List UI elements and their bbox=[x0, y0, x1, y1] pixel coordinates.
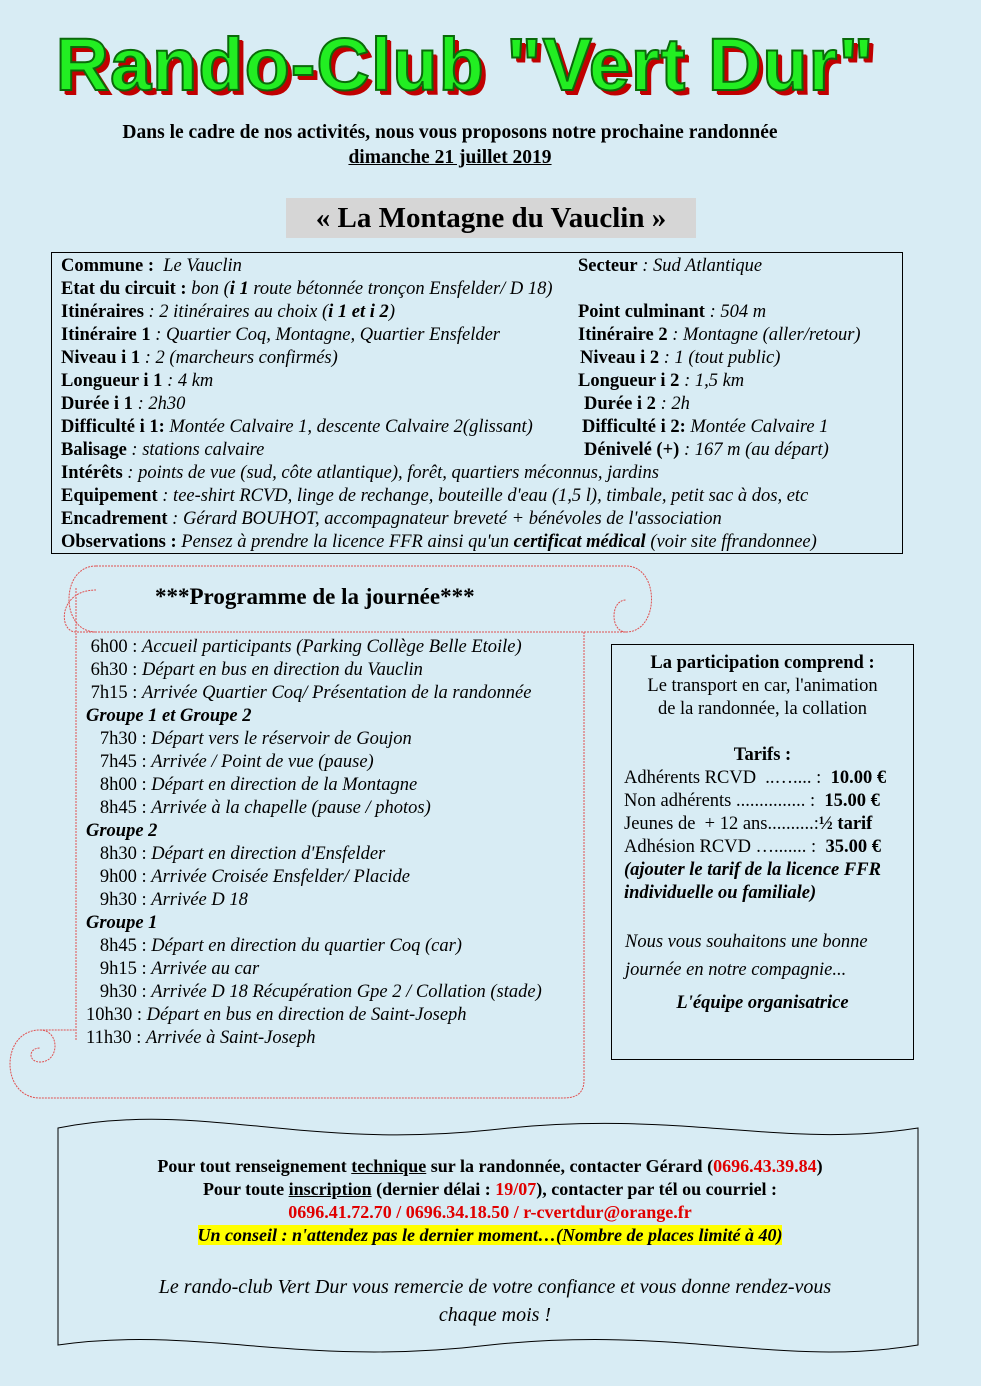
dur2-label: Durée i 2 bbox=[584, 394, 656, 414]
programme-item bbox=[86, 1004, 542, 1027]
long1-label: Longueur i 1 bbox=[61, 371, 163, 391]
point-value: : 504 m bbox=[709, 302, 767, 322]
participation-box bbox=[611, 644, 914, 1060]
tarif-label: Jeunes de + 12 ans..........: bbox=[624, 814, 819, 834]
itin-close: ) bbox=[388, 302, 395, 322]
programme-time: 9h00 : bbox=[86, 867, 152, 887]
secteur-label: Secteur bbox=[578, 256, 638, 276]
niv2-label: Niveau i 2 bbox=[580, 348, 660, 368]
intro-line: Dans le cadre de nos activités, nous vous proposons notre prochaine randonnée bbox=[122, 122, 778, 143]
diff1-value: Montée Calvaire 1, descente Calvaire 2(glissant) bbox=[164, 417, 533, 437]
deniv-label: Dénivelé (+) bbox=[584, 440, 680, 460]
advice-highlight: Un conseil : n'attendez pas le dernier moment…(Nombre de places limité à 40) bbox=[197, 1225, 783, 1245]
secteur-value: : Sud Atlantique bbox=[642, 256, 763, 276]
programme-desc: Départ en direction de la Montagne bbox=[151, 775, 418, 795]
programme-desc: Arrivée à la chapelle (pause / photos) bbox=[151, 798, 431, 818]
programme-desc: Départ en bus en direction de Saint-Joseph bbox=[146, 1005, 467, 1025]
programme-item bbox=[86, 958, 542, 981]
programme-item bbox=[86, 1027, 542, 1050]
long1-value: : 4 km bbox=[167, 371, 214, 391]
diff2-value: Montée Calvaire 1 bbox=[685, 417, 829, 437]
diff2-label: Difficulté i 2: bbox=[582, 417, 686, 437]
programme-time: 11h30 : bbox=[86, 1028, 146, 1048]
hike-name: « La Montagne du Vauclin » bbox=[286, 198, 696, 238]
equip-value: : tee-shirt RCVD, linge de rechange, bouteille d'eau (1,5 l), timbale, petit sac à dos, etc bbox=[157, 486, 809, 506]
programme-item bbox=[86, 774, 542, 797]
int-value: : points de vue (sud, côte atlantique), forêt, quartiers méconnus, jardins bbox=[127, 463, 659, 483]
programme-desc: Arrivée Croisée Ensfelder/ Placide bbox=[151, 867, 411, 887]
programme-group-heading: Groupe 1 bbox=[86, 913, 158, 933]
contact-l1a: Pour tout renseignement bbox=[157, 1156, 352, 1176]
programme-desc: Départ en direction du quartier Coq (car) bbox=[151, 936, 462, 956]
itin-bold: i 1 et i 2 bbox=[328, 302, 389, 322]
thanks-text bbox=[70, 1273, 920, 1329]
tarif-price: 15.00 € bbox=[824, 791, 880, 811]
programme-desc: Arrivée Quartier Coq/ Présentation de la randonnée bbox=[142, 683, 532, 703]
intro-date: dimanche 21 juillet 2019 bbox=[348, 147, 552, 168]
diff1-label: Difficulté i 1: bbox=[61, 417, 165, 437]
programme-desc: Arrivée D 18 bbox=[151, 890, 248, 910]
etat-bold: i 1 bbox=[229, 279, 249, 299]
dur1-label: Durée i 1 bbox=[61, 394, 133, 414]
programme-item bbox=[86, 866, 542, 889]
tarif-price: ½ tarif bbox=[818, 814, 873, 834]
programme-item bbox=[86, 981, 542, 1004]
programme-item bbox=[86, 659, 542, 682]
it2-value: : Montagne (aller/retour) bbox=[672, 325, 861, 345]
contact-l2b: (dernier délai : bbox=[371, 1179, 496, 1199]
programme-time: 8h30 : bbox=[86, 844, 152, 864]
tarif-row bbox=[624, 836, 913, 859]
programme-item bbox=[86, 889, 542, 912]
programme-desc: Arrivée au car bbox=[151, 959, 260, 979]
programme-time: 8h45 : bbox=[86, 936, 152, 956]
programme-time: 9h30 : bbox=[86, 982, 152, 1002]
tarif-price: 10.00 € bbox=[830, 768, 887, 788]
wish-line-1: Nous vous souhaitons une bonne bbox=[625, 932, 868, 952]
tarif-row bbox=[624, 767, 913, 790]
long2-value: : 1,5 km bbox=[684, 371, 745, 391]
tarif-label: Adhésion RCVD …....... : bbox=[624, 837, 826, 857]
programme-desc: Arrivée D 18 Récupération Gpe 2 / Collation (stade) bbox=[151, 982, 542, 1002]
programme-time: 8h45 : bbox=[86, 798, 152, 818]
contact-l1c: ) bbox=[816, 1156, 823, 1176]
programme-group-heading: Groupe 1 et Groupe 2 bbox=[86, 706, 252, 726]
programme-time: 8h00 : bbox=[86, 775, 152, 795]
contact-l1b: sur la randonnée, contacter Gérard ( bbox=[426, 1156, 714, 1176]
programme-time: 7h45 : bbox=[86, 752, 152, 772]
contact-phones-email: 0696.41.72.70 / 0696.34.18.50 / r-cvertdur@orange.fr bbox=[288, 1202, 692, 1222]
programme-time: 6h30 : bbox=[86, 660, 143, 680]
programme-desc: Départ en direction d'Ensfelder bbox=[151, 844, 386, 864]
info-box bbox=[51, 252, 903, 554]
participation-desc-2: de la randonnée, la collation bbox=[657, 699, 868, 719]
etat-value: bon ( bbox=[186, 279, 230, 299]
programme-desc: Départ vers le réservoir de Goujon bbox=[151, 729, 412, 749]
programme-time: 9h30 : bbox=[86, 890, 152, 910]
programme-group-heading: Groupe 2 bbox=[86, 821, 158, 841]
commune-value: Le Vauclin bbox=[163, 256, 242, 276]
tarif-price: 35.00 € bbox=[825, 837, 881, 857]
tarif-label: Non adhérents ............... : bbox=[624, 791, 825, 811]
obs-bold: certificat médical bbox=[513, 532, 646, 552]
programme-item bbox=[86, 728, 542, 751]
programme-item bbox=[86, 636, 542, 659]
contact-deadline: 19/07 bbox=[495, 1179, 537, 1199]
programme-item bbox=[86, 935, 542, 958]
deniv-value: : 167 m (au départ) bbox=[683, 440, 829, 460]
itin-value: : 2 itinéraires au choix ( bbox=[148, 302, 329, 322]
contact-l2c: ), contacter par tél ou courriel : bbox=[536, 1179, 778, 1199]
commune-label: Commune : bbox=[61, 256, 155, 276]
programme-item bbox=[86, 797, 542, 820]
niv1-label: Niveau i 1 bbox=[61, 348, 141, 368]
bal-value: : stations calvaire bbox=[131, 440, 265, 460]
niv1-value: : 2 (marcheurs confirmés) bbox=[144, 348, 338, 368]
tarif-row bbox=[624, 790, 913, 813]
programme-time: 6h00 : bbox=[86, 637, 143, 657]
page-title: Rando-Club "Vert Dur" bbox=[55, 23, 875, 106]
dur1-value: : 2h30 bbox=[137, 394, 186, 414]
tarifs-note: (ajouter le tarif de la licence FFR individuelle ou familiale) bbox=[624, 860, 881, 903]
programme-desc: Départ en bus en direction du Vauclin bbox=[142, 660, 423, 680]
programme-time: 7h30 : bbox=[86, 729, 152, 749]
contact-l1u: technique bbox=[351, 1156, 427, 1176]
bal-label: Balisage bbox=[61, 440, 127, 460]
contact-l2a: Pour toute bbox=[202, 1179, 289, 1199]
contact-l2u: inscription bbox=[288, 1179, 372, 1199]
tarif-label: Adhérents RCVD ..….... : bbox=[624, 768, 831, 788]
participation-title: La participation comprend : bbox=[650, 653, 875, 673]
programme-time: 10h30 : bbox=[86, 1005, 147, 1025]
itin-label: Itinéraires bbox=[61, 302, 144, 322]
obs-value: Pensez à prendre la licence FFR ainsi qu'un bbox=[176, 532, 514, 552]
contact-block bbox=[60, 1155, 920, 1247]
tarif-row bbox=[624, 813, 913, 836]
wish-line-2: journée en notre compagnie... bbox=[625, 960, 847, 980]
obs-rest: (voir site ffrandonnee) bbox=[645, 532, 817, 552]
int-label: Intérêts bbox=[61, 463, 123, 483]
etat-rest: route bétonnée tronçon Ensfelder/ D 18) bbox=[248, 279, 553, 299]
thanks-line-2: chaque mois ! bbox=[438, 1304, 552, 1326]
programme-list bbox=[86, 636, 542, 1050]
programme-time: 9h15 : bbox=[86, 959, 152, 979]
niv2-value: : 1 (tout public) bbox=[663, 348, 781, 368]
programme-time: 7h15 : bbox=[86, 683, 143, 703]
it1-label: Itinéraire 1 bbox=[61, 325, 151, 345]
participation-desc-1: Le transport en car, l'animation bbox=[647, 676, 878, 696]
intro-text bbox=[0, 120, 900, 170]
etat-label: Etat du circuit : bbox=[61, 279, 187, 299]
programme-title: ***Programme de la journée*** bbox=[155, 584, 475, 609]
it2-label: Itinéraire 2 bbox=[578, 325, 668, 345]
obs-label: Observations : bbox=[61, 532, 177, 552]
long2-label: Longueur i 2 bbox=[578, 371, 680, 391]
contact-phone-gerard: 0696.43.39.84 bbox=[713, 1156, 817, 1176]
tarifs-list bbox=[612, 767, 913, 859]
point-label: Point culminant bbox=[578, 302, 705, 322]
dur2-value: : 2h bbox=[660, 394, 690, 414]
programme-item bbox=[86, 843, 542, 866]
tarifs-title: Tarifs : bbox=[733, 745, 792, 765]
programme-item bbox=[86, 682, 542, 705]
equip-label: Equipement bbox=[61, 486, 158, 506]
it1-value: : Quartier Coq, Montagne, Quartier Ensfelder bbox=[155, 325, 500, 345]
thanks-line-1: Le rando-club Vert Dur vous remercie de votre confiance et vous donne rendez-vous bbox=[158, 1276, 832, 1298]
programme-desc: Arrivée à Saint-Joseph bbox=[145, 1028, 316, 1048]
enc-value: : Gérard BOUHOT, accompagnateur breveté + bénévoles de l'association bbox=[167, 509, 722, 529]
programme-item bbox=[86, 751, 542, 774]
programme-desc: Arrivée / Point de vue (pause) bbox=[151, 752, 374, 772]
programme-desc: Accueil participants (Parking Collège Belle Etoile) bbox=[142, 637, 522, 657]
enc-label: Encadrement bbox=[61, 509, 168, 529]
team-signature: L'équipe organisatrice bbox=[676, 993, 849, 1013]
